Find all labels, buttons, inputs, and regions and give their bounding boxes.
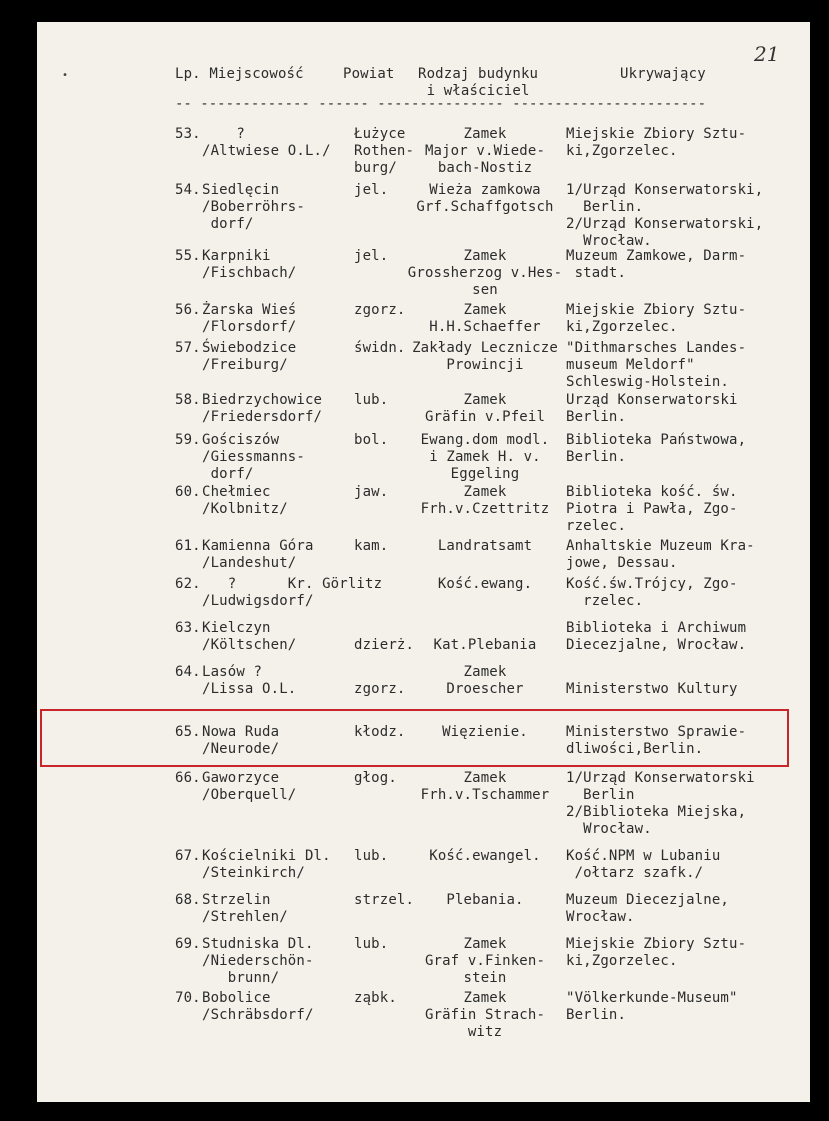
row-ukrywajacy: Ministerstwo Sprawie- dliwości,Berlin. (566, 724, 747, 757)
row-powiat: lub. (354, 848, 389, 864)
row-place: Kamienna Góra /Landeshut/ (202, 538, 314, 571)
row-powiat: jel. (354, 248, 389, 264)
row-place: Kielczyn /Költschen/ (202, 620, 297, 653)
row-ukrywajacy: Ministerstwo Kultury (566, 681, 738, 697)
row-powiat: zgorz. (354, 681, 406, 697)
row-powiat: kam. (354, 538, 389, 554)
row-rodzaj: Zamek Major v.Wiede- bach-Nostiz (424, 126, 546, 176)
row-lp: 65. (175, 724, 201, 740)
row-rodzaj: Więzienie. (442, 724, 528, 740)
row-powiat: jaw. (354, 484, 389, 500)
row-rodzaj: Plebania. (446, 892, 524, 908)
row-rodzaj: Ewang.dom modl. i Zamek H. v. Eggeling (420, 432, 550, 482)
row-place: ? Kr. Görlitz /Ludwigsdorf/ (202, 576, 383, 609)
row-rodzaj: Zamek Frh.v.Tschammer (420, 770, 550, 803)
row-powiat: jel. (354, 182, 389, 198)
row-powiat: zgorz. (354, 302, 406, 318)
row-place: Biedrzychowice /Friedersdorf/ (202, 392, 323, 425)
row-place: Bobolice /Schräbsdorf/ (202, 990, 314, 1023)
row-powiat: strzel. (354, 892, 415, 908)
row-powiat: świdn. (354, 340, 406, 356)
row-lp: 59. (175, 432, 201, 448)
row-place: Strzelin /Strehlen/ (202, 892, 288, 925)
row-place: Siedlęcin /Boberröhrs- dorf/ (202, 182, 305, 232)
row-rodzaj: Wieża zamkowa Grf.Schaffgotsch (416, 182, 554, 215)
row-rodzaj: Zamek Gräfin Strach- witz (424, 990, 546, 1040)
row-lp: 58. (175, 392, 201, 408)
row-place: Kościelniki Dl. /Steinkirch/ (202, 848, 331, 881)
row-powiat: lub. (354, 392, 389, 408)
row-ukrywajacy: Urząd Konserwatorski Berlin. (566, 392, 738, 425)
row-ukrywajacy: Muzeum Diecezjalne, Wrocław. (566, 892, 729, 925)
row-ukrywajacy: Muzeum Zamkowe, Darm- stadt. (566, 248, 747, 281)
row-place: Lasów ? /Lissa O.L. (202, 664, 297, 697)
row-rodzaj: Kat.Plebania (433, 637, 537, 653)
row-place: Gościszów /Giessmanns- dorf/ (202, 432, 305, 482)
row-powiat: głog. (354, 770, 397, 786)
row-place: Świebodzice /Freiburg/ (202, 340, 297, 373)
row-ukrywajacy: Miejskie Zbiory Sztu- ki,Zgorzelec. (566, 126, 747, 159)
row-lp: 54. (175, 182, 201, 198)
row-lp: 63. (175, 620, 201, 636)
row-lp: 53. (175, 126, 201, 142)
row-ukrywajacy: 1/Urząd Konserwatorski Berlin 2/Biblioteka Miejska, Wrocław. (566, 770, 755, 837)
row-lp: 57. (175, 340, 201, 356)
row-lp: 67. (175, 848, 201, 864)
row-place: Gaworzyce /Oberquell/ (202, 770, 297, 803)
row-lp: 70. (175, 990, 201, 1006)
page-number: 21 (754, 42, 780, 66)
row-place: Żarska Wieś /Florsdorf/ (202, 302, 297, 335)
row-lp: 64. (175, 664, 201, 680)
row-rodzaj: Landratsamt (437, 538, 533, 554)
row-rodzaj: Zamek Grossherzog v.Hes- sen (407, 248, 563, 298)
row-rodzaj: Zakłady Lecznicze Prowincji (412, 340, 558, 373)
row-lp: 60. (175, 484, 201, 500)
header-rodzaj: Rodzaj budynku i właściciel (418, 66, 539, 99)
row-lp: 61. (175, 538, 201, 554)
row-place: Chełmiec /Kolbnitz/ (202, 484, 288, 517)
row-lp: 66. (175, 770, 201, 786)
margin-mark: • (62, 70, 69, 81)
header-powiat: Powiat (343, 66, 395, 82)
row-powiat: ząbk. (354, 990, 397, 1006)
row-rodzaj: Zamek Frh.v.Czettritz (420, 484, 550, 517)
row-rodzaj: Kość.ewang. (437, 576, 533, 592)
header-lp-miejscowosc: Lp. Miejscowość (175, 66, 304, 82)
row-place: ? /Altwiese O.L./ (202, 126, 331, 159)
highlight-box (40, 709, 789, 767)
row-powiat: Łużyce Rothen- burg/ (354, 126, 415, 176)
row-lp: 62. (175, 576, 201, 592)
header-ukrywajacy: Ukrywający (620, 66, 706, 82)
row-lp: 69. (175, 936, 201, 952)
row-ukrywajacy: "Völkerkunde-Museum" Berlin. (566, 990, 738, 1023)
row-rodzaj: Zamek Gräfin v.Pfeil (424, 392, 546, 425)
row-ukrywajacy: Miejskie Zbiory Sztu- ki,Zgorzelec. (566, 302, 747, 335)
row-rodzaj: Zamek Droescher (446, 664, 524, 697)
row-ukrywajacy: 1/Urząd Konserwatorski, Berlin. 2/Urząd Konserwatorski, Wrocław. (566, 182, 764, 249)
row-ukrywajacy: Anhaltskie Muzeum Kra- jowe, Dessau. (566, 538, 755, 571)
row-ukrywajacy: Kość.NPM w Lubaniu /ołtarz szafk./ (566, 848, 721, 881)
row-powiat: lub. (354, 936, 389, 952)
row-place: Studniska Dl. /Niederschön- brunn/ (202, 936, 314, 986)
row-lp: 55. (175, 248, 201, 264)
row-powiat: bol. (354, 432, 389, 448)
row-ukrywajacy: Biblioteka Państwowa, Berlin. (566, 432, 747, 465)
row-ukrywajacy: Biblioteka i Archiwum Diecezjalne, Wrocław. (566, 620, 747, 653)
row-ukrywajacy: "Dithmarsches Landes- museum Meldorf" Schleswig-Holstein. (566, 340, 747, 390)
header-rule: -- ------------- ------ --------------- ----------------------- (175, 96, 707, 110)
row-rodzaj: Kość.ewangel. (429, 848, 541, 864)
row-rodzaj: Zamek Graf v.Finken- stein (424, 936, 546, 986)
row-lp: 68. (175, 892, 201, 908)
row-powiat: kłodz. (354, 724, 406, 740)
row-powiat: dzierż. (354, 637, 415, 653)
row-place: Karpniki /Fischbach/ (202, 248, 297, 281)
row-ukrywajacy: Biblioteka kość. św. Piotra i Pawła, Zgo- rzelec. (566, 484, 738, 534)
row-place: Nowa Ruda /Neurode/ (202, 724, 280, 757)
row-ukrywajacy: Kość.św.Trójcy, Zgo- rzelec. (566, 576, 738, 609)
row-lp: 56. (175, 302, 201, 318)
row-rodzaj: Zamek H.H.Schaeffer (429, 302, 541, 335)
row-ukrywajacy: Miejskie Zbiory Sztu- ki,Zgorzelec. (566, 936, 747, 969)
